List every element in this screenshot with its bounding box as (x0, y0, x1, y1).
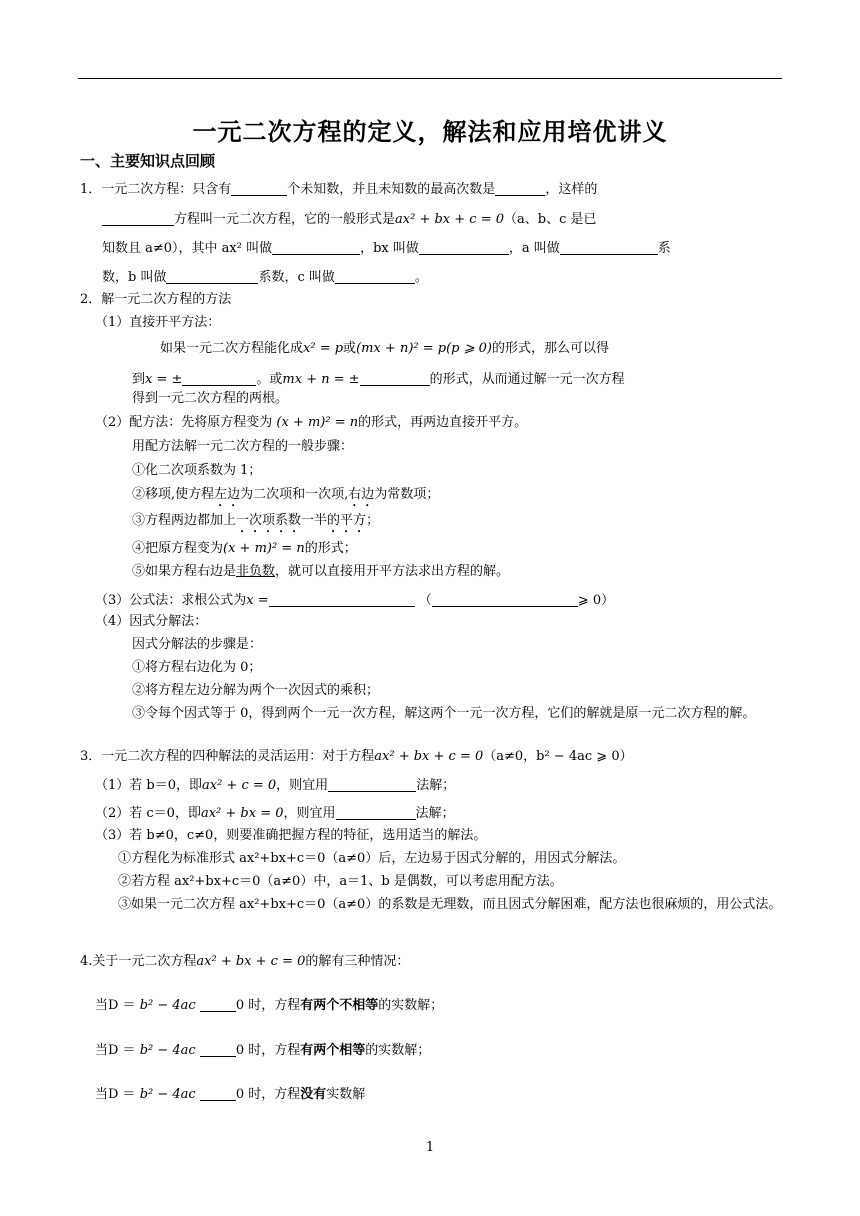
text: 当D ＝ (95, 998, 136, 1013)
p1-line2 (102, 211, 597, 229)
text: 0 时，方程 (235, 998, 301, 1013)
emphasis-text: 一次项系数 (236, 513, 302, 528)
text: （ (418, 593, 432, 608)
text: 到 (132, 372, 146, 387)
text: ，则宜用 (283, 806, 336, 821)
blank (272, 241, 360, 255)
text: ⩾ 0） (577, 593, 615, 608)
text: 为二次项和一次项, (240, 487, 349, 502)
equation: ax² + bx + c = 0 (374, 749, 484, 764)
blank (200, 998, 236, 1012)
p2-s3 (95, 592, 614, 610)
p2-s4: （4）因式分解法： (95, 614, 208, 629)
p4-case3 (95, 1086, 365, 1104)
p1-text-b: 个未知数，并且未知数的最高次数是 (287, 182, 496, 197)
text: 法解； (416, 778, 456, 793)
blank (182, 372, 256, 386)
p1-text-k: 系数，c 叫做 (258, 270, 335, 285)
p3-c2 (95, 805, 455, 823)
emphasis-text: 右边 (348, 487, 375, 502)
p1-text-g: ，bx 叫做 (360, 241, 419, 256)
text: 3．一元二次方程的四种解法的灵活运用：对于方程 (80, 749, 375, 764)
blank (231, 182, 287, 196)
equation: b² − 4ac (139, 1043, 196, 1058)
p1-text-i: 系 (657, 241, 671, 256)
p1-text-a: 一元二次方程：只含有 (101, 182, 232, 197)
p2-s4b: ①将方程右边化为 0； (132, 660, 262, 675)
p2-s1c: 得到一元二次方程的两根。 (132, 391, 289, 406)
p2-s1b (132, 371, 625, 389)
p2-s2d (132, 512, 379, 536)
p1-line1 (80, 181, 597, 199)
p1-text-h: ，a 叫做 (508, 241, 560, 256)
p2-s2b: ①化二次项系数为 1； (132, 463, 262, 478)
bold-text: 没有 (300, 1087, 327, 1102)
blank (360, 372, 430, 386)
text: 的形式，再两边直接开平方。 (358, 415, 528, 430)
text: 的实数解； (365, 1043, 431, 1058)
header-rule (78, 78, 782, 79)
section-heading: 一、主要知识点回顾 (80, 152, 216, 170)
general-form-equation: ax² + bx + c = 0 (395, 212, 504, 227)
p2-s2c (132, 486, 439, 510)
text: 当D ＝ (95, 1043, 136, 1058)
underlined-text: 非负数 (236, 564, 276, 579)
p3-c3c: ③如果一元二次方程 ax²+bx+c＝0（a≠0）的系数是无理数，而且因式分解困难，配方法也很麻烦的，用公式法。 (118, 897, 782, 912)
page-number: 1 (425, 1140, 435, 1155)
text: （2）若 c＝0，即 (95, 806, 201, 821)
p1-text-l: 。 (414, 270, 428, 285)
p3-head (80, 748, 633, 766)
p1-text-f: 知数且 a≠0），其中 ax² 叫做 (102, 241, 273, 256)
p2-s4a: 因式分解法的步骤是： (132, 637, 263, 652)
blank (328, 778, 416, 792)
text: 的实数解； (378, 998, 444, 1013)
equation: (mx + n)² = p(p ⩾ 0) (356, 341, 492, 356)
p2-s1: （1）直接开平方法： (95, 315, 221, 330)
emphasis-text: 的平方 (327, 513, 367, 528)
blank (200, 1087, 236, 1101)
p2-s2a: 用配方法解一元二次方程的一般步骤： (132, 439, 354, 454)
p4-case2 (95, 1042, 430, 1060)
equation: (x + m)² = n (276, 415, 359, 430)
text: （1）若 b＝0，即 (95, 778, 202, 793)
equation: mx + n = ± (282, 372, 360, 387)
text: 或 (343, 341, 357, 356)
p1-text-j: 数，b 叫做 (102, 270, 167, 285)
text: （3）公式法：求根公式为 (95, 593, 247, 608)
text: ③方程两边都加上 (132, 513, 237, 528)
equation: x² = p (303, 341, 344, 356)
text: 4.关于一元二次方程 (80, 954, 197, 969)
text: 如果一元二次方程能化成 (160, 341, 304, 356)
text: 为常数项； (374, 487, 440, 502)
blank (336, 806, 416, 820)
bold-text: 有两个不相等 (300, 998, 379, 1013)
p3-c1 (95, 777, 455, 795)
p3-c3a: ①方程化为标准形式 ax²+bx+c＝0（a≠0）后，左边易于因式分解的，用因式分解法。 (118, 851, 626, 866)
p2-s4c: ②将方程左边分解为两个一次因式的乘积； (132, 683, 380, 698)
blank (102, 212, 174, 226)
text: （a≠0，b² − 4ac ⩾ 0） (483, 749, 633, 764)
text: ⑤如果方程右边是 (132, 564, 237, 579)
text: ，就可以直接用开平方法求出方程的解。 (275, 564, 510, 579)
equation: (x + m)² = n (223, 541, 305, 556)
p2-s2e (132, 540, 357, 558)
equation: b² − 4ac (139, 1087, 196, 1102)
equation: x = (246, 593, 269, 608)
p3-c3: （3）若 b≠0，c≠0，则要准确把握方程的特征，选用适当的解法。 (95, 828, 487, 843)
equation: ax² + c = 0 (202, 778, 277, 793)
p1-num: 1． (80, 182, 102, 197)
blank (495, 182, 545, 196)
emphasis-text: 左边 (214, 487, 241, 502)
text: 0 时，方程 (235, 1087, 301, 1102)
text: （2）配方法：先将原方程变为 (95, 415, 273, 430)
p2-s1a (160, 340, 609, 358)
text: 的形式，从而通过解一元一次方程 (429, 372, 625, 387)
text: 的形式； (304, 541, 357, 556)
text: 一半 (301, 513, 328, 528)
blank (419, 241, 509, 255)
blank (269, 593, 415, 607)
bold-text: 有两个相等 (300, 1043, 366, 1058)
equation: ax² + bx + c = 0 (196, 954, 306, 969)
p1-text-c: ，这样的 (545, 182, 598, 197)
blank (560, 241, 658, 255)
text: 法解； (415, 806, 455, 821)
text: ； (366, 513, 380, 528)
blank (200, 1043, 236, 1057)
text: 0 时，方程 (235, 1043, 301, 1058)
p1-text-d: 方程叫一元二次方程，它的一般形式是 (174, 212, 396, 227)
p1-text-e: （a、b、c 是已 (504, 212, 597, 227)
p2-s4d: ③令每个因式等于 0，得到两个一元一次方程，解这两个一元一次方程，它们的解就是原一元二次方程的解。 (132, 706, 756, 721)
equation: b² − 4ac (139, 998, 196, 1013)
text: ④把原方程变为 (132, 541, 224, 556)
p4-case1 (95, 997, 443, 1015)
p1-line3 (102, 240, 671, 258)
p2-s2 (95, 414, 527, 432)
blank (166, 270, 258, 284)
page-title: 一元二次方程的定义，解法和应用培优讲义 (192, 118, 668, 146)
blank (432, 593, 578, 607)
equation: ax² + bx = 0 (200, 806, 284, 821)
p4-head (80, 953, 409, 971)
text: ，则宜用 (276, 778, 329, 793)
text: 的解有三种情况： (305, 954, 410, 969)
p1-line4 (102, 269, 428, 287)
text: 实数解 (326, 1087, 366, 1102)
text: 的形式，那么可以得 (491, 341, 609, 356)
text: ②移项,使方程 (132, 487, 215, 502)
p2-s2f (132, 563, 509, 581)
blank (335, 270, 415, 284)
p3-c3b: ②若方程 ax²+bx+c＝0（a≠0）中，a＝1、b 是偶数，可以考虑用配方法。 (118, 874, 563, 889)
p2-head: 2．解一元二次方程的方法 (80, 292, 232, 307)
equation: x = ± (145, 372, 183, 387)
text: 。或 (256, 372, 283, 387)
text: 当D ＝ (95, 1087, 136, 1102)
